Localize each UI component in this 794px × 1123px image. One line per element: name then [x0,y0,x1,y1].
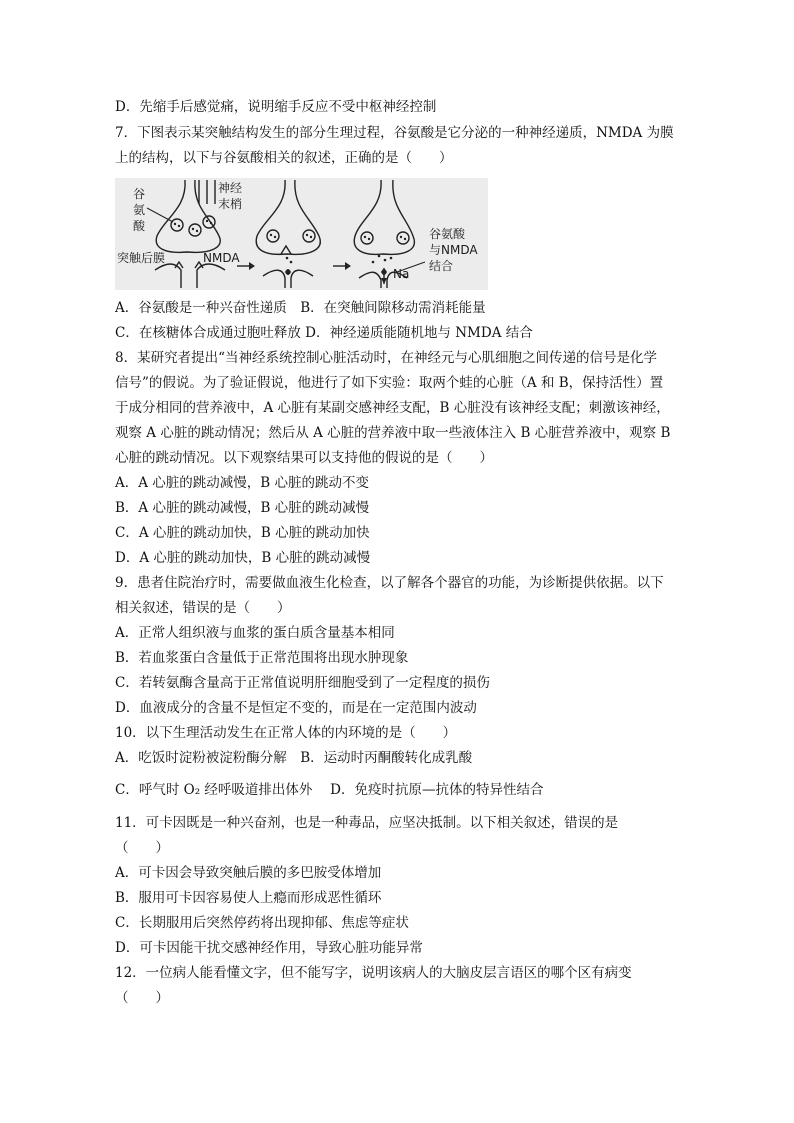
q11-stem-line-2: （ ） [115,840,169,856]
q10-options-ab: A．吃饭时淀粉被淀粉酶分解 B．运动时丙酮酸转化成乳酸 [115,750,473,766]
arrowhead-1 [249,262,255,270]
panel-1 [155,180,225,288]
label-bind-1: 谷氨酸 [429,227,466,241]
q9-stem-line-1: 9．患者住院治疗时，需要做血液生化检查，以了解各个器官的功能，为诊断提供依据。以下 [115,575,664,591]
q11-option-d: D．可卡因能干扰交感神经作用，导致心脏功能异常 [115,940,423,956]
label-nerve-2: 末梢 [218,197,243,211]
label-bind-2: 与NMDA [429,243,478,257]
q11-option-b: B．服用可卡因容易使人上瘾而形成恶性循环 [115,890,382,906]
q8-option-c: C．A 心脏的跳动加快，B 心脏的跳动加快 [115,525,370,541]
q10-options-cd: C．呼气时 O₂ 经呼吸道排出体外 D．免疫时抗原—抗体的特异性结合 [115,782,544,798]
label-bind-3: 结合 [429,259,454,273]
label-glutamate-1: 谷 [133,187,146,201]
q8-stem-line-3: 于成分相同的营养液中，A 心脏有某副交感神经支配，B 心脏没有该神经支配；刺激该神经， [115,400,670,416]
label-nerve-1: 神经 [218,181,243,195]
na-arrow [381,278,387,284]
label-nmda: NMDA [203,251,240,265]
label-postsynaptic: 突触后膜 [117,251,166,265]
arrowhead-2 [345,262,351,270]
q9-option-a: A．正常人组织液与血浆的蛋白质含量基本相同 [115,625,395,641]
q12-stem-line-1: 12．一位病人能看懂文字，但不能写字，说明该病人的大脑皮层言语区的哪个区有病变 [115,965,632,981]
q10-stem: 10．以下生理活动发生在正常人体的内环境的是（ ） [115,725,457,741]
nmda-receptor-3 [381,269,387,275]
q8-stem-line-5: 心脏的跳动情况。以下观察结果可以支持他的假说的是（ ） [115,450,493,466]
q9-option-c: C．若转氨酶含量高于正常值说明肝细胞受到了一定程度的损伤 [115,675,490,691]
q9-stem-line-2: 相关叙述，错误的是（ ） [115,600,291,616]
q8-option-d: D．A 心脏的跳动加快，B 心脏的跳动减慢 [115,550,371,566]
label-na: Na [393,267,410,281]
q11-option-c: C．长期服用后突然停药将出现抑郁、焦虑等症状 [115,915,409,931]
vesicle-dots-2 [270,234,312,263]
q7-stem-line-2: 上的结构，以下与谷氨酸相关的叙述，正确的是（ ） [115,150,453,166]
q11-option-a: A．可卡因会导致突触后膜的多巴胺受体增加 [115,865,382,881]
q12-stem-line-2: （ ） [115,990,169,1006]
glutamate-pointer [147,208,173,222]
vesicle-dots-3 [364,236,406,263]
q6-option-d: D．先缩手后感觉痛，说明缩手反应不受中枢神经控制 [115,99,437,115]
q9-option-b: B．若血浆蛋白含量低于正常范围将出现水肿现象 [115,650,409,666]
q11-stem-line-1: 11．可卡因既是一种兴奋剂，也是一种毒品，应坚决抵制。以下相关叙述，错误的是 [115,815,619,831]
label-glutamate-2: 氨 [133,203,146,217]
q9-option-d: D．血液成分的含量不是恒定不变的，而是在一定范围内波动 [115,700,477,716]
synapse-diagram [115,178,488,290]
q8-option-b: B．A 心脏的跳动减慢，B 心脏的跳动减慢 [115,500,370,516]
q7-stem-line-1: 7．下图表示某突触结构发生的部分生理过程，谷氨酸是它分泌的一种神经递质，NMDA 为膜 [115,125,674,141]
q7-options-cd: C．在核糖体合成通过胞吐释放 D．神经递质能随机地与 NMDA 结合 [115,325,533,341]
label-glutamate-3: 酸 [133,219,146,233]
q7-options-ab: A．谷氨酸是一种兴奋性递质 B．在突触间隙移动需消耗能量 [115,300,486,316]
nmda-receptor-2 [285,269,291,275]
q8-stem-line-1: 8．某研究者提出“当神经系统控制心脏活动时，在神经元与心肌细胞之间传递的信号是化学 [115,350,657,366]
synapse-figure [115,178,488,290]
q8-stem-line-2: 信号”的假说。为了验证假说，他进行了如下实验：取两个蛙的心脏（A 和 B，保持活性）置 [115,375,664,391]
q8-option-a: A．A 心脏的跳动减慢，B 心脏的跳动不变 [115,475,370,491]
q8-stem-line-4: 观察 A 心脏的跳动情况；然后从 A 心脏的营养液中取一些液体注入 B 心脏营养液中，观察 B [115,425,671,441]
